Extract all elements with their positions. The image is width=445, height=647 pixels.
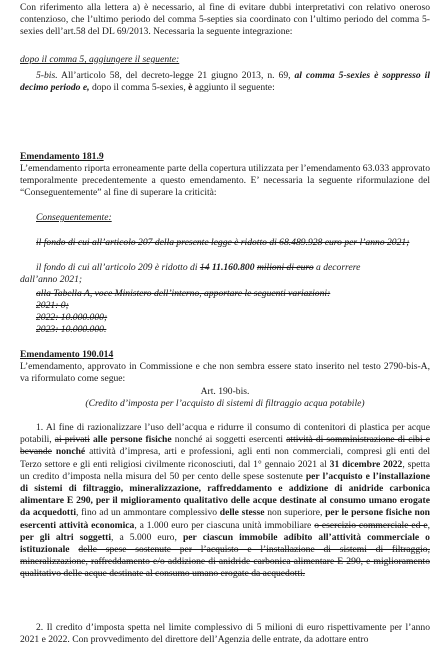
heading-emendamento-181-9: Emendamento 181.9	[20, 151, 104, 162]
para1-run: alle persone fisiche	[92, 434, 172, 446]
para1-run: 1. Al fine di razionalizzare l’uso dell’acqua e ridurre il consumo di contenitori di plastica per acque potabili,	[20, 422, 430, 446]
para1-run: ai privati	[54, 434, 90, 446]
comma-label: 5-bis.	[36, 70, 58, 81]
instruction-line: dopo il comma 5, aggiungere il seguente:	[20, 54, 180, 65]
para1-run: delle spese sostenute per l’acquisto e l’installazione di sistemi di filtraggio, mineralizzazione, raffreddamento e/o addizione di anidride carbonica alimentare E 290, e miglioramento qualitativo delle acque destinate al consumo umano erogate da acquedotti.	[20, 544, 430, 580]
conseguentemente-label: Conseguentemente:	[36, 212, 112, 223]
para1-run: nonché ai soggetti esercenti	[171, 434, 287, 446]
para1-run: nonché	[55, 446, 86, 458]
article-title: Art. 190-bis.	[200, 386, 250, 397]
struck-tabella-a: alla Tabella A, voce Ministero dell’interno, apportare le seguenti variazioni:	[36, 288, 331, 299]
struck-2022: 2022: 10.000.000;	[36, 312, 108, 323]
em190014-body: L’emendamento, approvato in Commissione e che non sembra essere stato inserito nel testo 2790-bis-A, va riformulato come segue:	[20, 361, 430, 385]
article-paragraph-1	[20, 422, 430, 581]
para1-run: , spetta un credito d’imposta nella misura del 50 per cento delle spese sostenute	[20, 458, 430, 482]
para1-run: , fino ad un ammontare complessivo	[76, 507, 220, 519]
article-paragraph-2: 2. Il credito d’imposta spetta nel limite complessivo di 5 milioni di euro rispettivamente per l’anno 2021 e 2022. Con provvedimento del direttore dell’Agenzia delle entrate, da adottare entro	[20, 622, 430, 646]
para1-run: per gli altri soggetti	[20, 531, 112, 543]
para1-run: attività d’impresa, arti e professioni, agli enti non commerciali, compresi gli enti del Terzo settore e gli enti religiosi civilmente riconosciuti, dal 1° gennaio 2021 al	[20, 446, 431, 470]
para1-run: , a 1.000 euro per ciascuna unità immobiliare	[134, 519, 315, 531]
heading-emendamento-190-014: Emendamento 190.014	[20, 349, 114, 360]
para1-run: , a 5.000 euro,	[111, 531, 183, 543]
intro-paragraph: Con riferimento alla lettera a) è necessario, al fine di evitare dubbi interpretativi con relativo oneroso contenzioso, che l’ultimo periodo del comma 5-septies sia coordinato con l’ultimo periodo del comma 5-sexies dell’art.58 del DL 69/2013. Necessaria la seguente integrazione:	[20, 2, 430, 38]
para1-run: per le persone fisiche non esercenti attività economica	[20, 507, 430, 531]
article-subtitle: (Credito d’imposta per l’acquisto di sistemi di filtraggio acqua potabile)	[85, 398, 365, 409]
para1-run: delle stesse	[219, 507, 265, 519]
fund-209-line: il fondo di cui all’articolo 209 è ridotto di 14 11.160.800 milioni di euro a decorrere	[36, 262, 361, 273]
para1-run: ,	[427, 519, 430, 531]
para1-run: 31 dicembre 2022	[329, 458, 403, 470]
para1-run: per ciascun immobile adibito all’attività commerciale o istituzionale	[20, 531, 430, 556]
struck-2023: 2023: 10.000.000.	[36, 324, 107, 335]
para1-run: o esercizio commerciale ed e	[314, 519, 428, 531]
para1-run: per l’acquisto e l’installazione di sistemi di filtraggio, mineralizzazione, raffreddamento e addizione di anidride carbonica alimentare E 290, per il miglioramento qualitativo delle acque destinate al consumo umano erogate da acquedotti	[20, 470, 431, 519]
para1-run: non superiore,	[264, 507, 326, 519]
em1819-body: L’emendamento riporta erroneamente parte della copertura utilizzata per l’emendamento 63.033 approvato temporalmente precedentemente a questo emendamento. E’ necessaria la seguente riformulazione del “Conseguentemente” al fine di superare la criticità:	[20, 163, 430, 199]
struck-2021: 2021: 0;	[36, 300, 69, 311]
struck-fund-207: il fondo di cui all’articolo 207 della presente legge è ridotto di 68.489.928 euro per l’anno 2021;	[36, 237, 410, 248]
bold-italic-text: al comma 5-sexies è soppresso il decimo periodo e,	[20, 70, 430, 94]
amendment-5bis-paragraph: 5-bis. All’articolo 58, del decreto-legge 21 giugno 2013, n. 69, al comma 5-sexies è soppresso il decimo periodo e, dopo il comma 5-sexies, è aggiunto il seguente:	[20, 70, 430, 94]
fund-209-line-2: dall’anno 2021;	[20, 274, 83, 285]
para1-run: attività di somministrazione di cibi e bevande	[20, 434, 430, 458]
